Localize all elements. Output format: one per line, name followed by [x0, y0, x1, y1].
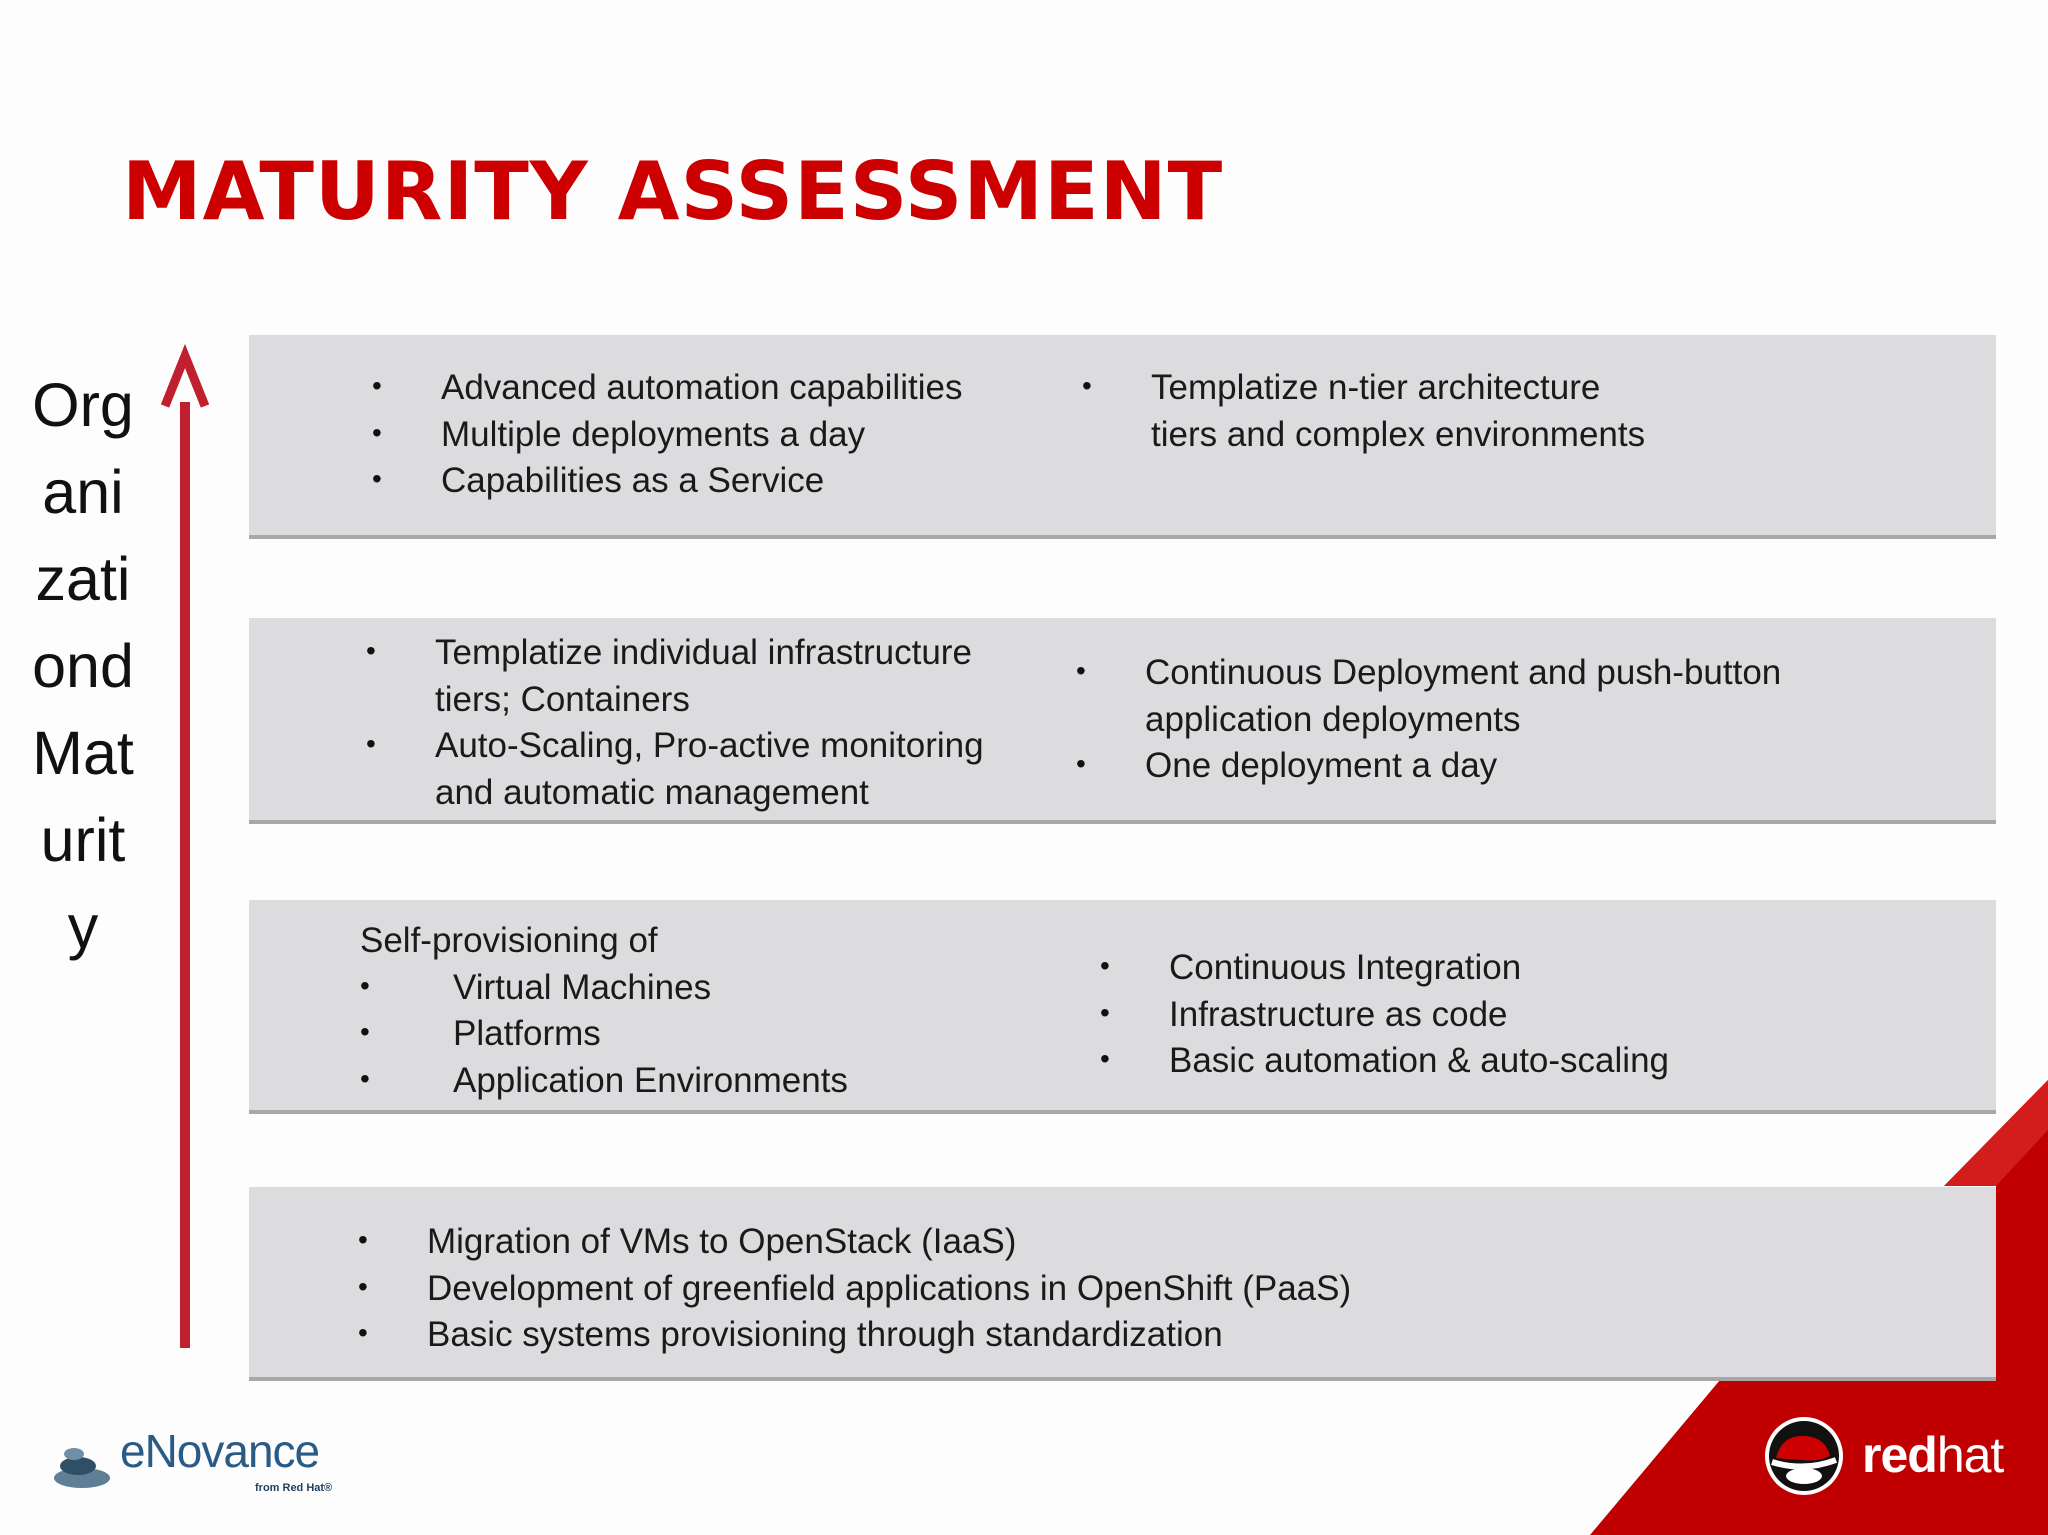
- level-2-right-column: [1100, 945, 1669, 1085]
- enovance-stones-icon: [52, 1434, 118, 1494]
- level-4-right-column: [1082, 365, 1645, 458]
- side-axis-label: Organizationd Maturity: [32, 371, 134, 961]
- enovance-logo: [52, 1425, 333, 1499]
- level-2-left-column: [360, 918, 848, 1104]
- list-item-line: Continuous Deployment and push-button: [1145, 653, 1782, 692]
- list-item-line: Templatize individual infrastructure: [435, 633, 972, 672]
- list-item: [366, 723, 984, 816]
- maturity-arrow-icon: [150, 340, 220, 1350]
- list-item: • Migration of VMs to OpenStack (IaaS): [358, 1219, 1351, 1266]
- list-item: • Application Environments: [360, 1058, 848, 1105]
- list-item: • Continuous Integration: [1100, 945, 1669, 992]
- list-item-line: tiers; Containers: [435, 679, 690, 719]
- list-item-line: and automatic management: [435, 772, 869, 812]
- maturity-level-3: [249, 618, 1996, 824]
- level-4-left-column: [372, 365, 962, 505]
- list-item: • Multiple deployments a day: [372, 412, 962, 459]
- maturity-level-4: [249, 335, 1996, 539]
- redhat-wordmark-red: red: [1862, 1427, 1937, 1483]
- redhat-shadowman-icon: [1762, 1414, 1846, 1498]
- list-item-line: tiers and complex environments: [1151, 414, 1646, 454]
- enovance-tagline: from Red Hat®: [255, 1482, 333, 1494]
- list-item: • Basic automation & auto-scaling: [1100, 1038, 1669, 1085]
- page-title: MATURITY ASSESSMENT: [122, 145, 1224, 238]
- list-item-line: Templatize n-tier architecture: [1151, 368, 1601, 407]
- list-item: • One deployment a day: [1076, 743, 1781, 790]
- list-item: • Platforms: [360, 1011, 848, 1058]
- list-item: • Development of greenfield applications in OpenShift (PaaS): [358, 1266, 1351, 1313]
- level-3-right-column: [1076, 650, 1781, 790]
- redhat-wordmark: [1862, 1426, 2003, 1484]
- list-item-line: application deployments: [1145, 699, 1521, 739]
- redhat-logo: [1762, 1414, 2004, 1503]
- maturity-level-2: [249, 900, 1996, 1114]
- level-3-left-column: [366, 630, 984, 816]
- list-item: • Infrastructure as code: [1100, 992, 1669, 1039]
- enovance-name: eNovance: [120, 1425, 320, 1477]
- list-item-line: Auto-Scaling, Pro-active monitoring: [435, 726, 984, 765]
- list-item: • Advanced automation capabilities: [372, 365, 962, 412]
- redhat-wordmark-hat: hat: [1936, 1427, 2004, 1483]
- level-1-column: [358, 1219, 1351, 1359]
- list-item: [1082, 365, 1645, 458]
- list-heading: Self-provisioning of: [360, 921, 658, 960]
- maturity-level-1: [249, 1187, 1996, 1381]
- list-item: • Basic systems provisioning through standardization: [358, 1312, 1351, 1359]
- list-item: • Virtual Machines: [360, 965, 848, 1012]
- list-item: • Capabilities as a Service: [372, 458, 962, 505]
- list-item: [1076, 650, 1781, 743]
- list-item: [366, 630, 984, 723]
